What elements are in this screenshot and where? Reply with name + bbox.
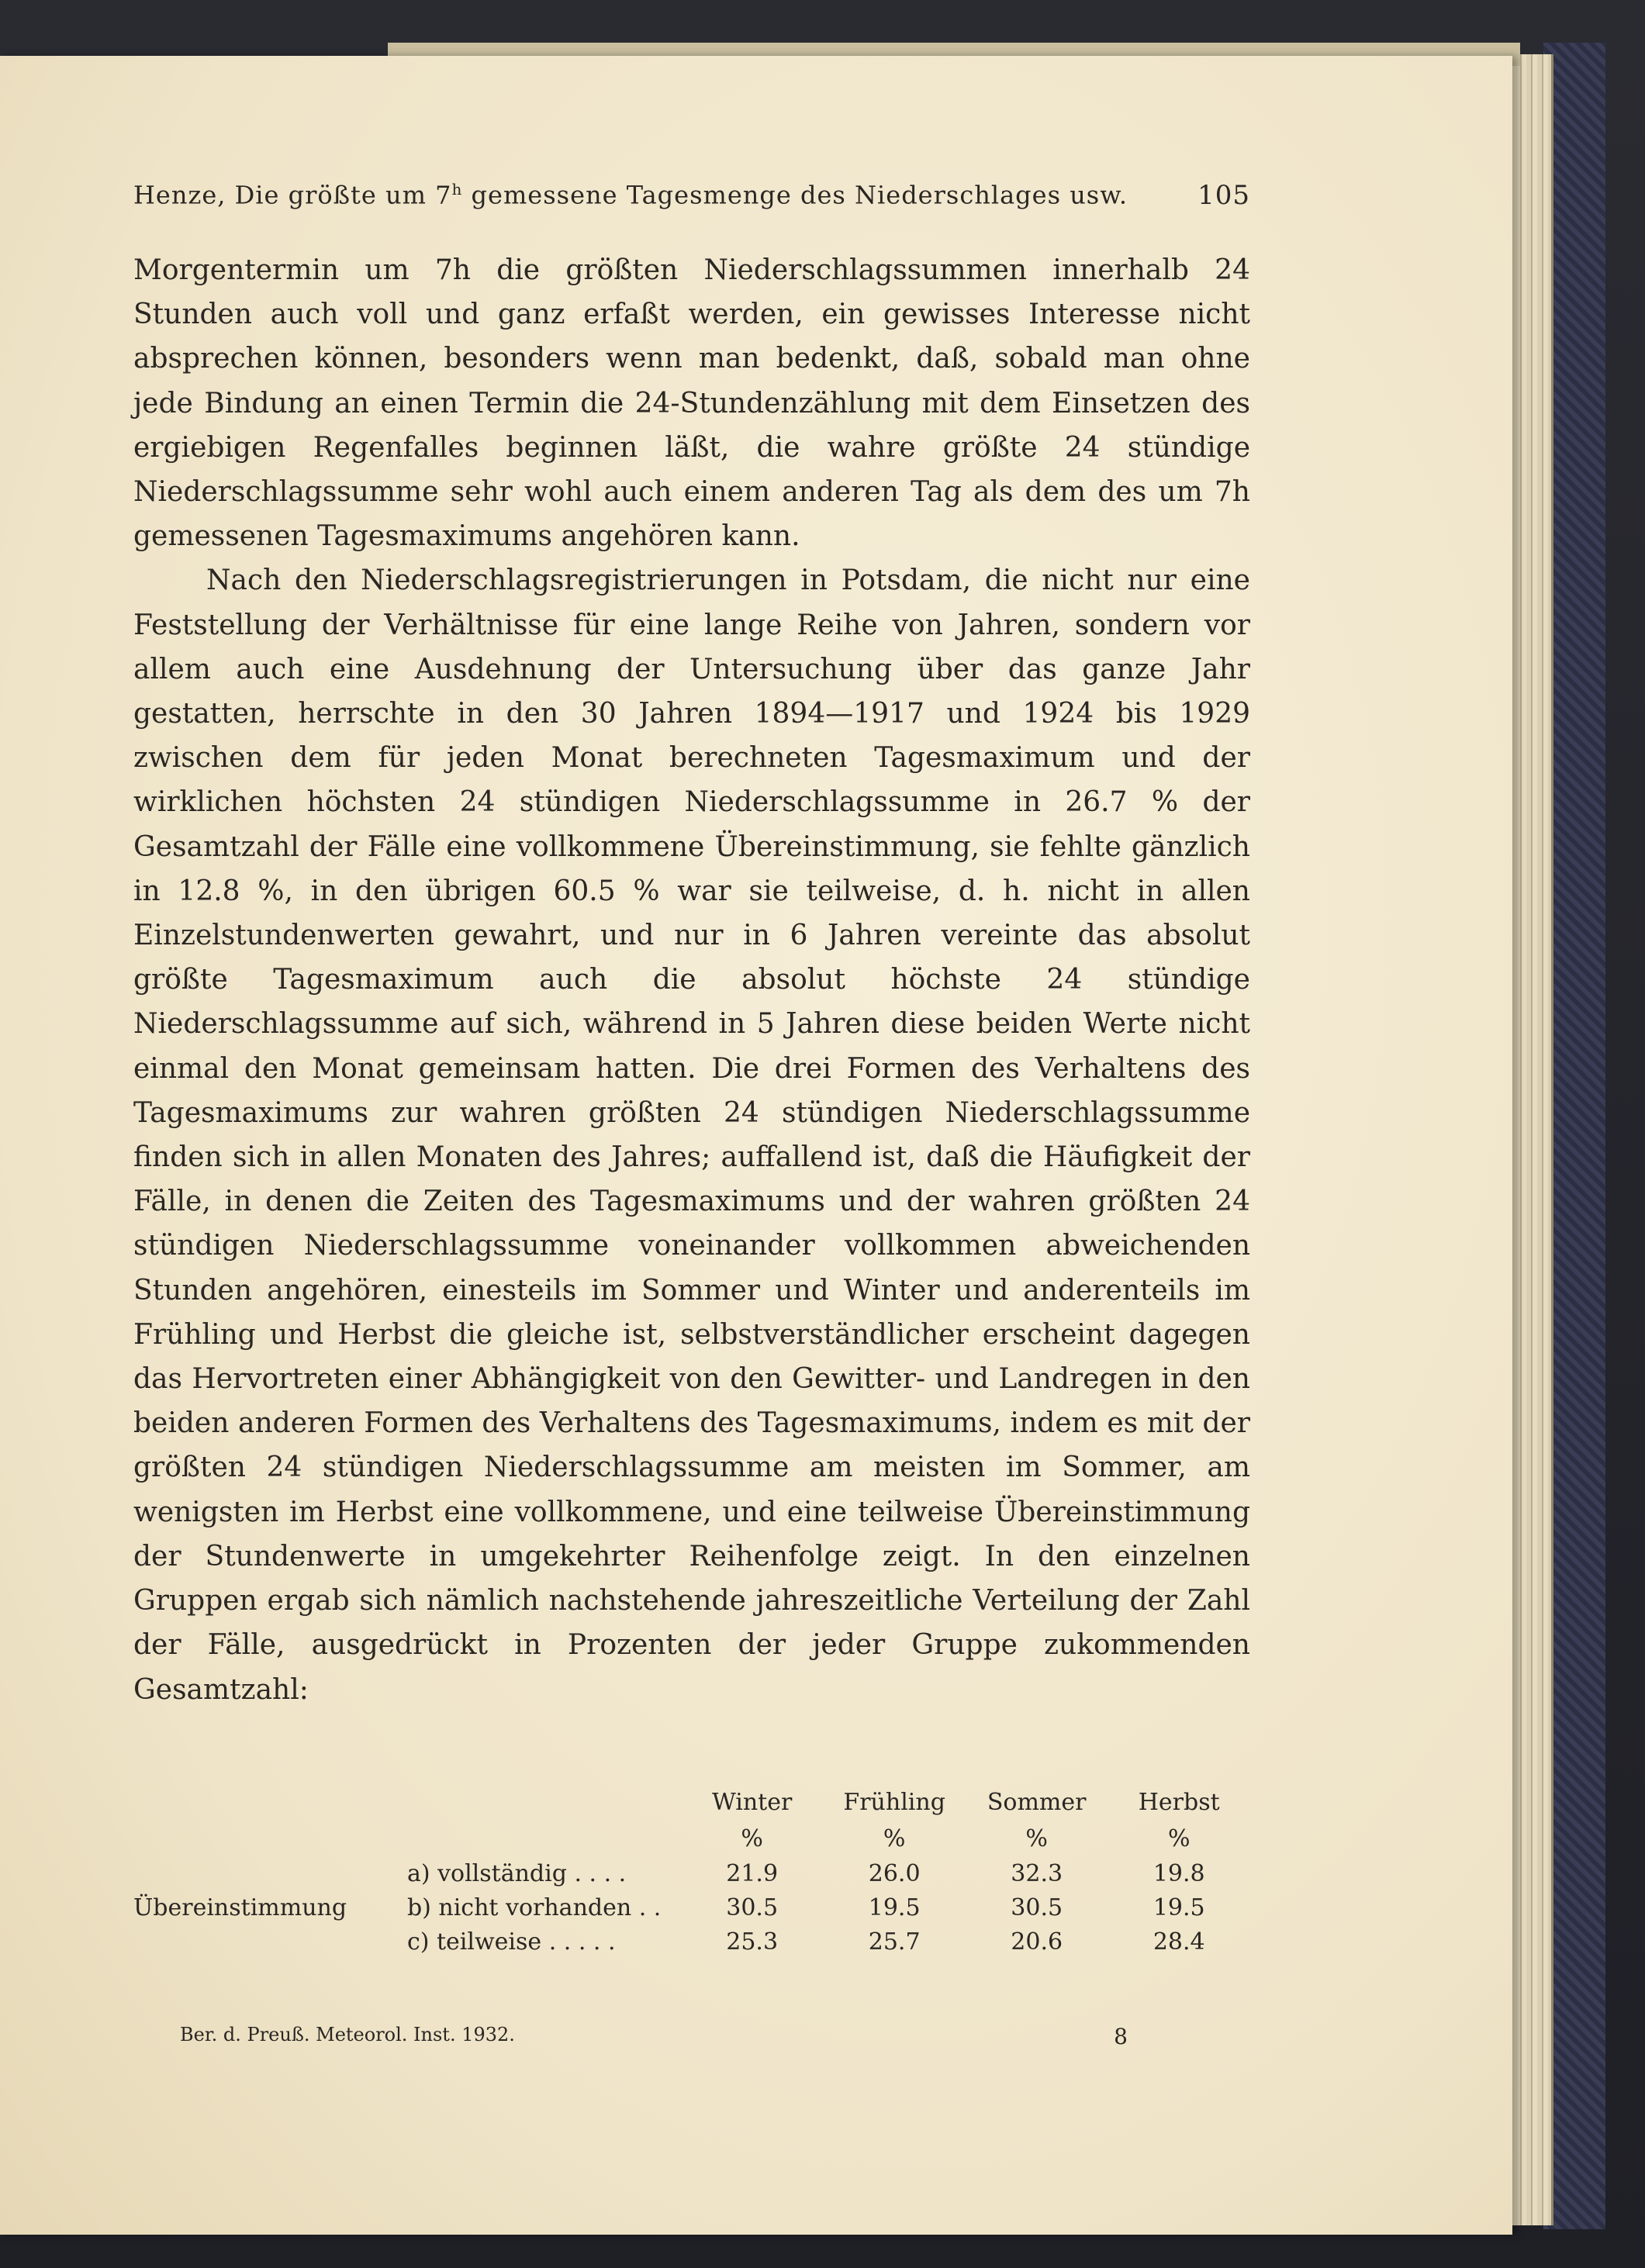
- table-cell: 26.0: [868, 1859, 921, 1887]
- table-row: [133, 1856, 1250, 1890]
- table-cell: 30.5: [726, 1893, 779, 1921]
- table-row: [133, 1925, 1250, 1959]
- group-label: Übereinstimmung: [133, 1893, 347, 1921]
- table-cell: 19.5: [1153, 1893, 1205, 1921]
- seasonal-distribution-table: [133, 1783, 1250, 1959]
- unit-cell: %: [1025, 1824, 1048, 1852]
- table-cell: 25.3: [726, 1928, 779, 1956]
- paragraph-2: Nach den Niederschlagsregistrierungen in Potsdam, die nicht nur eine Feststellung der Verhältnisse für eine lange Reihe von Jahren, sondern vor allem auch eine Ausdehnung der Untersuchung über das ganze Jahr gestatten, herrschte in den 30 Jahren 1894—1917 und 1924 bis 1929 zwischen dem für jeden Monat berechneten Tagesmaximum und der wirklichen höchsten 24 stündigen Niederschlagssumme in 26.7 % der Gesamtzahl der Fälle eine vollkommene Übereinstimmung, sie fehlte gänzlich in 12.8 %, in den übrigen 60.5 % war sie teilweise, d. h. nicht in allen Einzelstundenwerten gewahrt, und nur in 6 Jahren vereinte das absolut größte Tagesmaximum auch die absolut höchste 24 stündige Niederschlagssumme auf sich, während in 5 Jahren diese beiden Werte nicht einmal den Monat gemeinsam hatten. Die drei Formen des Verhaltens des Tagesmaximums zur wahren größten 24 stündigen Niederschlagssumme finden sich in allen Monaten des Jahres; auffallend ist, daß die Häufigkeit der Fälle, in denen die Zeiten des Tagesmaximums und der wahren größten 24 stündigen Niederschlagssumme voneinander vollkommen abweichenden Stunden angehören, einesteils im Sommer und Winter und anderenteils im Frühling und Herbst die gleiche ist, selbstverständlicher erscheint dagegen das Hervortreten einer Abhängigkeit von den Gewitter- und Landregen in den beiden anderen Formen des Verhaltens des Tagesmaximums, indem es mit der größten 24 stündigen Niederschlagssumme am meisten im Sommer, am wenigsten im Herbst eine vollkommene, und eine teilweise Übereinstimmung der Stundenwerte in umgekehrter Reihenfolge zeigt. In den einzelnen Gruppen ergab sich nämlich nachstehende jahreszeitliche Verteilung der Zahl der Fälle, ausgedrückt in Prozenten der jeder Gruppe zukommenden Gesamtzahl:: [133, 564, 1250, 1706]
- table-header-row: [133, 1783, 1250, 1821]
- book-page: [0, 56, 1512, 2235]
- page-footer: [180, 2024, 1250, 2049]
- table-cell: 28.4: [1153, 1928, 1205, 1956]
- row-label: c) teilweise . . . . .: [406, 1928, 616, 1956]
- table-cell: 19.5: [868, 1893, 921, 1921]
- column-header-fruehling: Frühling: [843, 1788, 945, 1816]
- signature-mark: 8: [1114, 2024, 1128, 2049]
- table-cell: 32.3: [1011, 1859, 1063, 1887]
- table-cell: 25.7: [868, 1928, 921, 1956]
- paragraph-1: Morgentermin um 7h die größten Niederschlagssummen innerhalb 24 Stunden auch voll und ganz erfaßt werden, ein gewisses Interesse nicht absprechen können, besonders wenn man bedenkt, daß, sobald man ohne jede Bindung an einen Termin die 24-Stundenzählung mit dem Einsetzen des ergiebigen Regenfalles beginnen läßt, die wahre größte 24 stündige Niederschlagssumme sehr wohl auch einem anderen Tag als dem des um 7h gemessenen Tagesmaximums angehören kann.: [133, 254, 1250, 553]
- row-label: b) nicht vorhanden . .: [406, 1893, 662, 1921]
- unit-cell: %: [1167, 1824, 1191, 1852]
- table-unit-row: [133, 1821, 1250, 1856]
- unit-cell: %: [741, 1824, 763, 1852]
- running-header: [133, 180, 1250, 211]
- running-title: Henze, Die größte um 7$^h$ gemessene Tagesmenge des Niederschlages usw.: [133, 180, 1128, 210]
- footer-source: Ber. d. Preuß. Meteorol. Inst. 1932.: [180, 2024, 515, 2045]
- table-cell: 19.8: [1153, 1859, 1205, 1887]
- row-label: a) vollständig . . . .: [406, 1859, 627, 1887]
- body-text: [133, 248, 1250, 1712]
- column-header-sommer: Sommer: [987, 1788, 1087, 1816]
- table-cell: 20.6: [1011, 1928, 1063, 1956]
- table-row: [133, 1890, 1250, 1925]
- column-header-winter: Winter: [711, 1788, 793, 1816]
- column-header-herbst: Herbst: [1138, 1788, 1220, 1816]
- unit-cell: %: [883, 1824, 906, 1852]
- page-number: 105: [1197, 180, 1250, 211]
- table-cell: 30.5: [1011, 1893, 1063, 1921]
- table-cell: 21.9: [726, 1859, 779, 1887]
